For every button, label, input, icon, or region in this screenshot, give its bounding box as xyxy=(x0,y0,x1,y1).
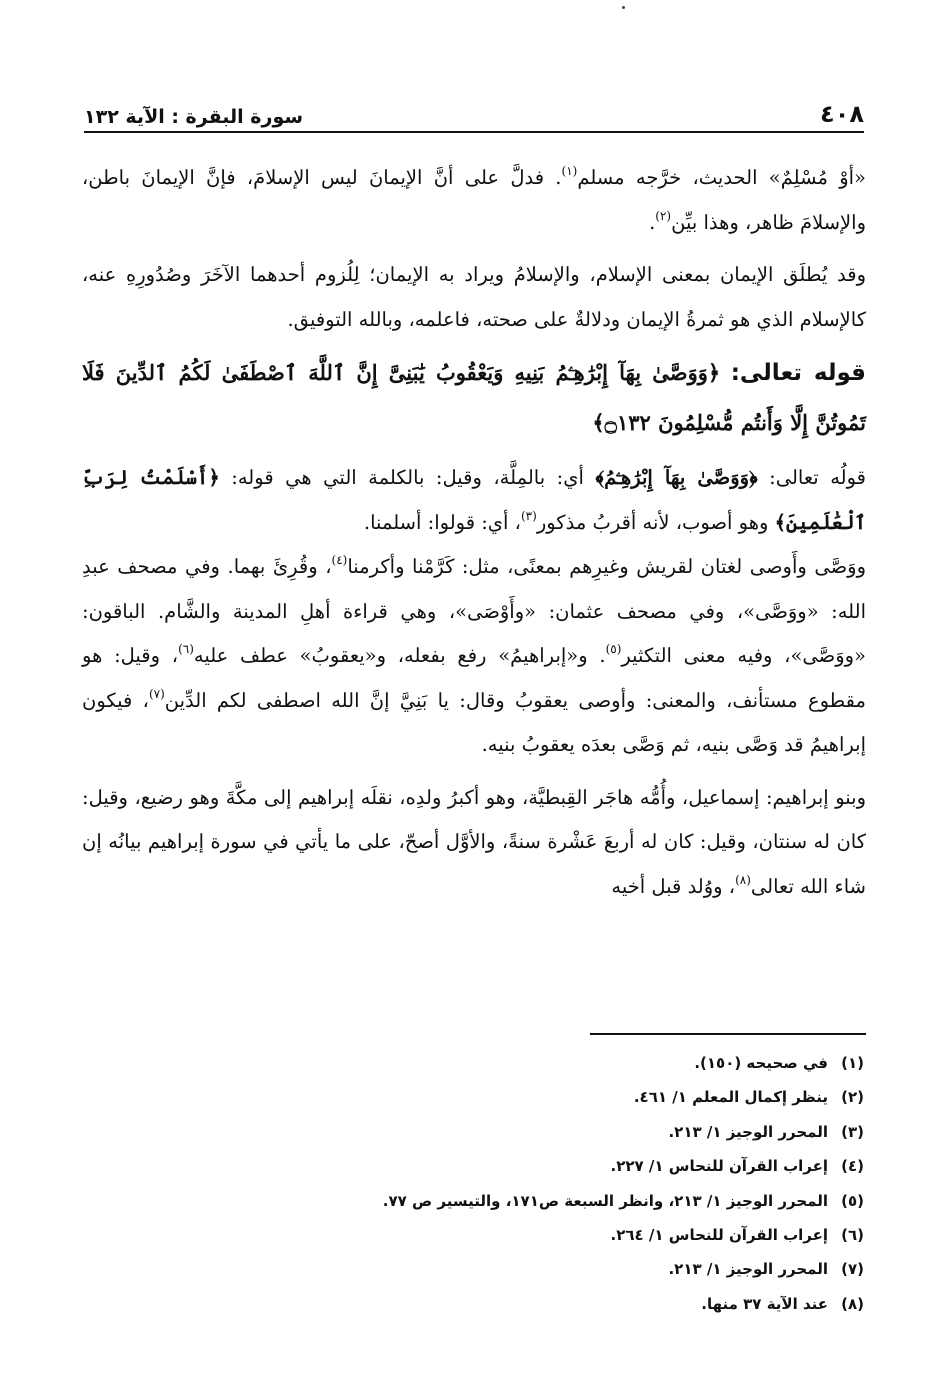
text-run: قولُه تعالى: xyxy=(757,466,867,489)
footnote-text: في صحيحه (١٥٠). xyxy=(694,1054,828,1072)
footnote-number: (١) xyxy=(841,1054,864,1072)
footnote-item xyxy=(200,1184,864,1218)
text-run: ، وقُرِئَ بهما. وفي مصحف عبدِ الله: «ووَصَّى»، وفي مصحف عثمان: «وأَوْصَى»، وهي قراءة أهلِ المدينة والشَّام. الباقون: «ووَصَّى»، وفيه معنى التكثير xyxy=(82,555,866,667)
footnote-text: عند الآية ٣٧ منها. xyxy=(701,1294,828,1313)
text-run: . و«إبراهيمُ» رفع بفعله، و«يعقوبُ» عطف عليه xyxy=(193,644,606,667)
footnote-ref-1[interactable]: (١) xyxy=(561,164,578,178)
footnote-number: (٢) xyxy=(841,1088,864,1107)
footnote-item xyxy=(200,1287,864,1321)
footnote-text: إعراب القرآن للنحاس ١/ ٢٢٧. xyxy=(610,1157,828,1176)
paragraph-5 xyxy=(82,776,866,910)
text-run: ، ووُلد قبل أخيه xyxy=(611,874,736,898)
footnote-number: (٥) xyxy=(841,1191,864,1210)
text-run: أي: بالمِلَّة، وقيل: بالكلمة التي هي قوله: xyxy=(219,466,596,489)
text-run: . فدلَّ على أنَّ الإيمانَ ليس الإسلامَ، فإنَّ الإيمانَ باطن، والإسلامَ ظاهر، وهذا بيِّن xyxy=(82,166,866,234)
verse-text: ﴿وَوَصَّىٰ بِهَآ إِبْرَٰهِـۧمُ بَنِيهِ وَيَعْقُوبُ يَٰبَنِىَّ إِنَّ ٱللَّهَ ٱصْطَفَىٰ لَكُمُ ٱلدِّينَ فَلَا تَمُوتُنَّ إِلَّا وَأَنتُم مُّسْلِمُونَ ۝١٣٢﴾ xyxy=(82,360,866,435)
verse-label: قوله تعالى: xyxy=(730,360,866,386)
text-run: «أوْ مُسْلِمٌ» الحديث، خرَّجه مسلم xyxy=(577,166,866,189)
footnote-number: (٣) xyxy=(841,1122,864,1141)
footnote-ref-8[interactable]: (٨) xyxy=(735,872,751,887)
text-run: وهو أصوب، لأنه أقربُ مذكور xyxy=(536,510,775,534)
footnote-number: (٨) xyxy=(841,1294,864,1313)
footnote-text: إعراب القرآن للنحاس ١/ ٢٦٤. xyxy=(610,1226,828,1245)
scan-speck xyxy=(622,6,625,9)
footnote-text: المحرر الوجيز ١/ ٢١٣. xyxy=(668,1260,828,1279)
text-run: ، أي: قولوا: أسلمنا. xyxy=(363,510,521,534)
text-run: ، فيكون إبراهيمُ قد وَصَّى بنيه، ثم وَصَّى بعدَه يعقوبُ بنيه. xyxy=(82,688,866,756)
footnote-number: (٦) xyxy=(841,1226,864,1245)
footnote-item xyxy=(200,1252,864,1286)
paragraph-2: وقد يُطلَق الإيمان بمعنى الإسلام، والإسلامُ ويراد به الإيمان؛ لِلُزوم أحدهما الآخَرَ وصُدُورِهِ عنه، كالإسلام الذي هو ثمرةُ الإيمان ودلالةٌ على صحته، فاعلمه، وبالله التوفيق. xyxy=(82,263,866,331)
footnote-number: (٧) xyxy=(841,1260,864,1279)
paragraph-4 xyxy=(82,545,866,768)
footnotes xyxy=(200,1046,864,1321)
footnote-text: المحرر الوجيز ١/ ٢١٣. xyxy=(668,1122,828,1141)
text-run: ووَصَّى وأَوصى لغتان لقريش وغيرِهم بمعنًى، مثل: كَرَّمْنا وأكرمنا xyxy=(347,555,866,578)
footnote-item xyxy=(200,1046,864,1080)
footnote-ref-5[interactable]: (٥) xyxy=(605,642,622,656)
page-number: ٤٠٨ xyxy=(820,100,864,128)
running-title: سورة البقرة : الآية ١٣٢ xyxy=(84,106,304,128)
text-run: ، وقيل: هو مقطوع مستأنف، والمعنى: وأوصى يعقوبُ وقال: يا بَنِيَّ إنَّ الله اصطفى لكم الدِّين xyxy=(82,644,866,712)
footnote-ref-3[interactable]: (٣) xyxy=(520,508,537,523)
text-run: . xyxy=(649,210,656,234)
page-header xyxy=(84,92,864,128)
footnote-ref-6[interactable]: (٦) xyxy=(178,642,194,656)
verse-heading xyxy=(82,348,866,448)
text-run: وبنو إبراهيم: إسماعيل، وأُمُّه هاجَر القِبطيَّة، وهو أكبرُ ولدِه، نقلَه إبراهيم إلى مكَّةَ وهو رضيع، وقيل: كان له سنتان، وقيل: كان له أربعَ عَشْرة سنةً، والأوَّل أصحّ، على ما يأتي في سورة إبراهيم بيانُه إن شاء الله تعالى xyxy=(82,785,866,898)
footnote-item xyxy=(200,1115,864,1149)
paragraph-1 xyxy=(82,156,866,245)
header-rule xyxy=(84,131,864,133)
footnote-number: (٤) xyxy=(841,1157,864,1176)
paragraph-3 xyxy=(82,456,866,545)
footnote-ref-7[interactable]: (٧) xyxy=(148,686,165,701)
footnote-item xyxy=(200,1149,864,1183)
quran-quote: ﴿وَوَصَّىٰ بِهَآ إِبْرَٰهِـۧمُ﴾ xyxy=(595,466,758,489)
main-text xyxy=(82,156,866,909)
footnote-item xyxy=(200,1080,864,1114)
footnote-item xyxy=(200,1218,864,1252)
footnote-text: ينظر إكمال المعلم ١/ ٤٦١. xyxy=(633,1088,828,1107)
footnote-text: المحرر الوجيز ١/ ٢١٣، وانظر السبعة ص١٧١، والتيسير ص ٧٧. xyxy=(382,1191,828,1210)
footnote-ref-2[interactable]: (٢) xyxy=(655,208,672,223)
footnote-ref-4[interactable]: (٤) xyxy=(331,553,348,567)
quran-quote: ﴿أَسْلَمْتُ لِرَبِّ ٱلْعَٰلَمِينَ﴾ xyxy=(82,466,866,534)
footnote-separator xyxy=(590,1033,866,1035)
